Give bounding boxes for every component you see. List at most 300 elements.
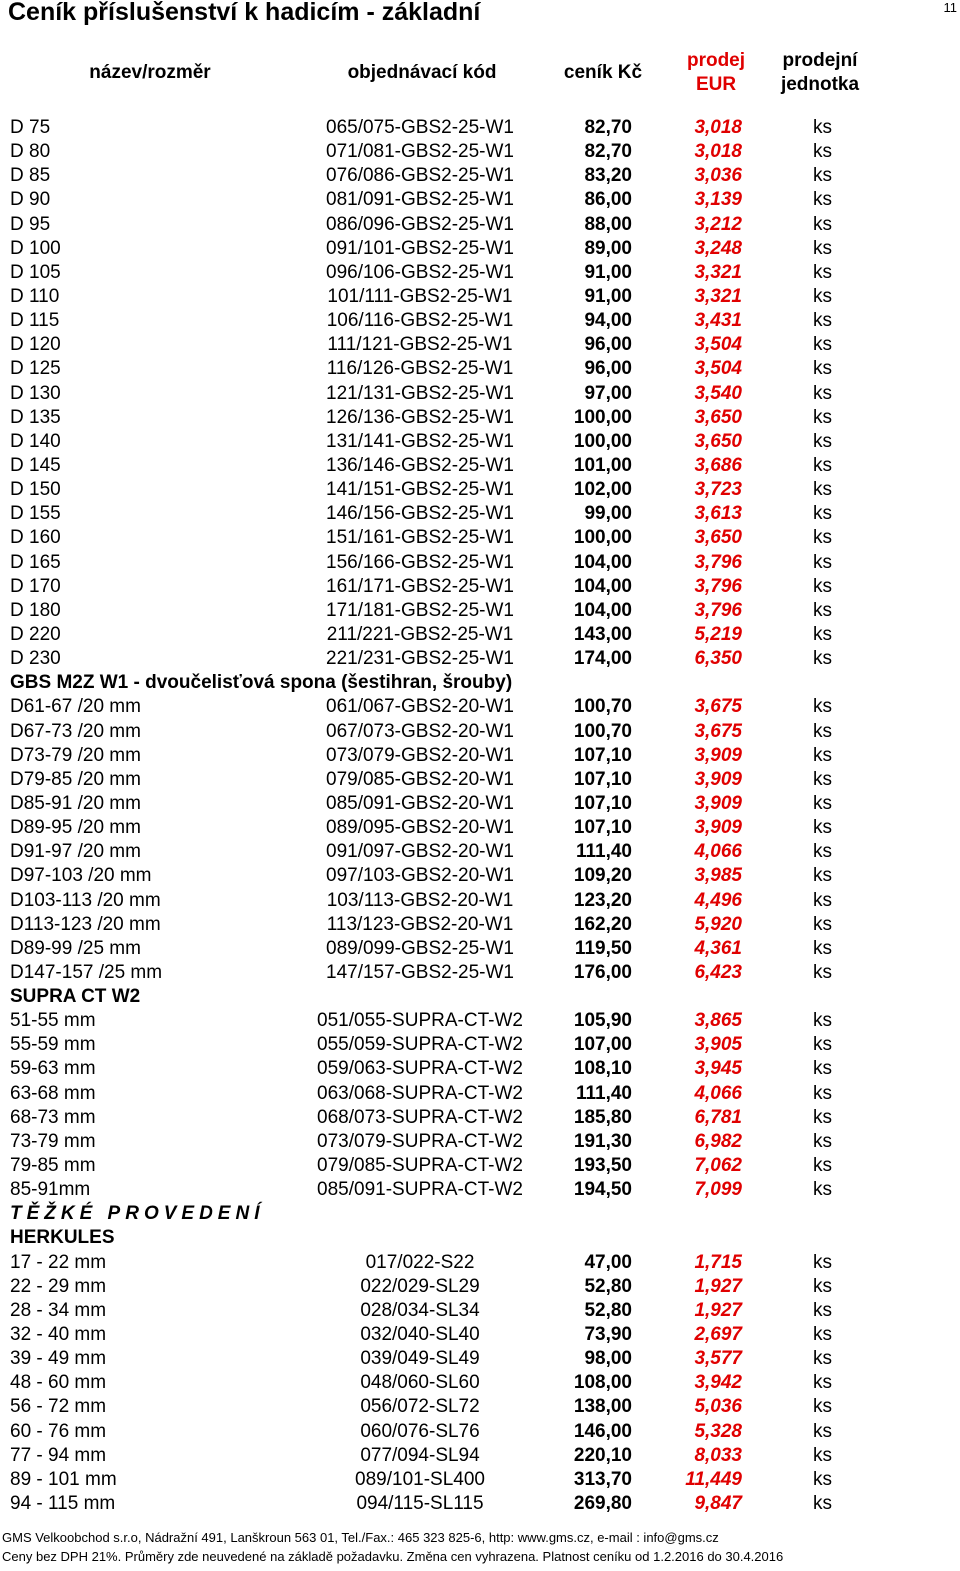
table-row [0,261,960,285]
cell-price-czk: 98,00 [584,1348,632,1370]
section-title: GBS M2Z W1 - dvoučelisťová spona (šestihran, šrouby) [10,672,513,694]
cell-unit: ks [813,1058,832,1080]
column-header-unit [760,49,880,97]
cell-name: D 180 [10,599,61,621]
table-row [0,840,960,864]
cell-code-text: 060/076-SL76 [360,1420,480,1442]
cell-name: 60 - 76 mm [10,1420,107,1442]
table-row [0,1468,960,1492]
cell-price-eur: 3,909 [694,817,742,839]
cell-price-czk: 108,10 [573,1058,632,1080]
table-row [0,864,960,888]
cell-price-czk: 52,80 [584,1299,632,1321]
cell-price-czk: 107,10 [573,768,632,790]
cell-code-text: 065/075-GBS2-25-W1 [326,117,514,138]
cell-price-eur: 3,905 [694,1034,742,1056]
cell-price-czk: 100,70 [573,696,632,718]
table-row [0,1106,960,1130]
table-row [0,213,960,237]
cell-unit: ks [813,913,832,935]
table-row [0,1420,960,1444]
cell-unit: ks [813,1155,832,1177]
table-row [0,1347,960,1371]
cell-code-text: 106/116-GBS2-25-W1 [326,310,514,332]
section-heading-row [0,671,960,695]
cell-price-eur: 3,723 [694,479,742,501]
cell-code-text: 032/040-SL40 [360,1324,480,1346]
cell-name: D 110 [10,285,60,307]
cell-price-czk: 193,50 [573,1155,632,1177]
cell-unit: ks [813,1396,832,1418]
cell-price-eur: 3,650 [694,527,742,549]
cell-price-czk: 91,00 [584,261,632,283]
column-header-unit-line2: jednotka [780,74,860,95]
table-row [0,237,960,261]
page-title: Ceník příslušenství k hadicím - základní [8,0,481,26]
cell-name: D 125 [10,358,61,380]
cell-price-eur: 5,036 [694,1396,742,1418]
section-title: SUPRA CT W2 [10,986,141,1008]
section-title: HERKULES [10,1227,115,1249]
cell-price-czk: 96,00 [584,358,632,380]
cell-unit: ks [813,1299,832,1321]
cell-price-czk: 191,30 [573,1130,632,1152]
cell-unit: ks [813,430,832,452]
table-row [0,1057,960,1081]
cell-code-text: 141/151-GBS2-25-W1 [326,479,514,501]
cell-price-eur: 3,865 [694,1010,742,1032]
cell-code-text: 068/073-SUPRA-CT-W2 [317,1106,523,1128]
cell-unit: ks [813,1251,832,1273]
cell-name: D 120 [10,334,61,356]
cell-code-text: 048/060-SL60 [360,1372,480,1394]
table-row [0,623,960,647]
cell-unit: ks [813,382,832,404]
cell-unit: ks [813,961,832,983]
cell-name: D 230 [10,648,61,670]
cell-price-czk: 105,90 [573,1010,632,1032]
column-header-price-eur-line1: prodej [686,50,746,71]
cell-name: D73-79 /20 mm [10,744,141,766]
table-row [0,768,960,792]
cell-name: D 85 [10,165,51,187]
cell-price-eur: 6,350 [694,648,742,670]
cell-price-czk: 194,50 [573,1179,632,1201]
cell-price-eur: 4,066 [694,841,742,863]
cell-price-czk: 123,20 [573,889,632,911]
cell-name: D 80 [10,141,51,163]
cell-name: D 75 [10,117,51,138]
cell-unit: ks [813,1372,832,1394]
cell-code-text: 136/146-GBS2-25-W1 [326,454,514,476]
cell-unit: ks [813,720,832,742]
cell-price-eur: 3,321 [694,261,742,283]
table-row [0,647,960,671]
cell-price-eur: 3,942 [694,1372,742,1394]
cell-code-text: 211/221-GBS2-25-W1 [326,623,514,645]
cell-name: 77 - 94 mm [10,1444,107,1466]
cell-price-czk: 143,00 [573,623,632,645]
table-row [0,140,960,164]
table-row [0,285,960,309]
cell-name: D 150 [10,479,61,501]
cell-unit: ks [813,454,832,476]
cell-price-czk: 104,00 [573,599,632,621]
cell-price-czk: 104,00 [573,575,632,597]
cell-price-czk: 89,00 [584,237,632,259]
cell-price-eur: 3,139 [694,189,742,211]
cell-price-eur: 4,496 [694,889,742,911]
cell-unit: ks [813,1324,832,1346]
table-row [0,1492,960,1516]
cell-price-czk: 176,00 [573,961,632,983]
cell-price-eur: 6,423 [694,961,742,983]
cell-code-text: 089/099-GBS2-25-W1 [326,937,514,959]
cell-name: D61-67 /20 mm [10,696,141,718]
cell-unit: ks [813,648,832,670]
cell-price-eur: 1,927 [694,1299,742,1321]
cell-name: 63-68 mm [10,1082,96,1104]
cell-price-czk: 96,00 [584,334,632,356]
table-row [0,164,960,188]
cell-code-text: 131/141-GBS2-25-W1 [326,430,514,452]
cell-code-text: 061/067-GBS2-20-W1 [326,696,514,718]
cell-price-czk: 108,00 [573,1372,632,1394]
column-header-price-czk: ceník Kč [563,62,643,83]
cell-name: D 105 [10,261,61,283]
cell-unit: ks [813,1106,832,1128]
cell-name: 68-73 mm [10,1106,96,1128]
cell-price-czk: 101,00 [573,454,632,476]
cell-code-text: 103/113-GBS2-20-W1 [326,889,514,911]
table-row [0,1251,960,1275]
table-row [0,1444,960,1468]
cell-price-eur: 11,449 [685,1468,742,1490]
table-row [0,357,960,381]
cell-code-text: 076/086-GBS2-25-W1 [326,165,514,187]
table-row [0,792,960,816]
cell-unit: ks [813,310,832,332]
cell-price-czk: 174,00 [573,648,632,670]
cell-name: D89-95 /20 mm [10,817,141,839]
cell-unit: ks [813,1275,832,1297]
cell-name: D 115 [10,310,60,332]
table-row [0,1130,960,1154]
cell-code-text: 067/073-GBS2-20-W1 [326,720,514,742]
cell-price-czk: 97,00 [584,382,632,404]
cell-code-text: 126/136-GBS2-25-W1 [326,406,514,428]
cell-name: 56 - 72 mm [10,1396,107,1418]
cell-price-czk: 100,00 [573,406,632,428]
cell-unit: ks [813,1420,832,1442]
cell-code-text: 017/022-S22 [365,1251,475,1273]
cell-name: 39 - 49 mm [10,1348,107,1370]
cell-unit: ks [813,527,832,549]
cell-unit: ks [813,261,832,283]
cell-code-text: 077/094-SL94 [360,1444,480,1466]
cell-price-eur: 3,796 [694,551,742,573]
cell-price-eur: 3,577 [694,1348,742,1370]
cell-unit: ks [813,189,832,211]
cell-code-text: 116/126-GBS2-25-W1 [326,358,514,380]
cell-name: D 90 [10,189,51,211]
cell-price-eur: 3,945 [694,1058,742,1080]
section-heading-row [0,1226,960,1250]
table-row [0,1178,960,1202]
cell-unit: ks [813,744,832,766]
table-row [0,382,960,406]
section-heading-row [0,1202,960,1226]
cell-code-text: 221/231-GBS2-25-W1 [326,648,514,670]
cell-price-czk: 185,80 [573,1106,632,1128]
cell-code-text: 101/111-GBS2-25-W1 [327,285,513,307]
table-row [0,309,960,333]
cell-price-czk: 107,00 [573,1034,632,1056]
cell-unit: ks [813,889,832,911]
cell-name: D 170 [10,575,61,597]
cell-price-eur: 3,909 [694,744,742,766]
table-row [0,1033,960,1057]
cell-code-text: 063/068-SUPRA-CT-W2 [317,1082,523,1104]
cell-price-eur: 3,686 [694,454,742,476]
section-heading-row [0,985,960,1009]
cell-unit: ks [813,334,832,356]
cell-name: D79-85 /20 mm [10,768,141,790]
cell-name: D103-113 /20 mm [10,889,161,911]
cell-name: D91-97 /20 mm [10,841,141,863]
table-row [0,889,960,913]
cell-price-eur: 3,036 [694,165,742,187]
table-row [0,188,960,212]
cell-name: 17 - 22 mm [10,1251,107,1273]
cell-price-czk: 146,00 [573,1420,632,1442]
cell-price-czk: 86,00 [584,189,632,211]
table-row [0,1371,960,1395]
cell-code-text: 055/059-SUPRA-CT-W2 [317,1034,523,1056]
cell-name: D 130 [10,382,61,404]
cell-price-czk: 119,50 [574,937,632,959]
cell-name: D113-123 /20 mm [10,913,161,935]
cell-code-text: 091/101-GBS2-25-W1 [326,237,514,259]
cell-name: 59-63 mm [10,1058,96,1080]
cell-price-eur: 7,099 [694,1179,742,1201]
cell-name: D 165 [10,551,61,573]
cell-price-eur: 3,650 [694,406,742,428]
cell-code-text: 171/181-GBS2-25-W1 [326,599,514,621]
cell-price-eur: 3,540 [694,382,742,404]
cell-unit: ks [813,406,832,428]
cell-unit: ks [813,479,832,501]
cell-price-eur: 7,062 [694,1155,742,1177]
cell-price-czk: 100,00 [573,430,632,452]
cell-code-text: 146/156-GBS2-25-W1 [326,503,514,525]
cell-price-czk: 100,00 [573,527,632,549]
cell-price-eur: 3,018 [694,117,742,138]
cell-code-text: 086/096-GBS2-25-W1 [326,213,514,235]
cell-price-eur: 3,431 [694,310,742,332]
cell-price-eur: 3,909 [694,792,742,814]
cell-unit: ks [813,358,832,380]
cell-unit: ks [813,141,832,163]
cell-name: 85-91mm [10,1179,91,1201]
cell-code-text: 151/161-GBS2-25-W1 [326,527,514,549]
cell-price-czk: 88,00 [584,213,632,235]
table-row [0,1323,960,1347]
cell-name: D89-99 /25 mm [10,937,141,959]
cell-price-eur: 3,675 [694,720,742,742]
cell-unit: ks [813,768,832,790]
cell-name: 22 - 29 mm [10,1275,107,1297]
cell-name: D 220 [10,623,61,645]
cell-code-text: 091/097-GBS2-20-W1 [326,841,514,863]
table-row [0,1299,960,1323]
cell-price-czk: 111,40 [575,1082,632,1104]
cell-code-text: 028/034-SL34 [360,1299,480,1321]
table-row [0,478,960,502]
cell-price-eur: 3,650 [694,430,742,452]
table-row [0,333,960,357]
cell-unit: ks [813,599,832,621]
cell-price-eur: 3,504 [694,358,742,380]
column-header-code: objednávací kód [347,62,497,83]
table-row [0,551,960,575]
cell-unit: ks [813,937,832,959]
cell-price-czk: 313,70 [573,1468,632,1490]
table-row [0,430,960,454]
column-header-price-eur [666,49,766,97]
cell-unit: ks [813,1348,832,1370]
cell-price-czk: 83,20 [584,165,632,187]
cell-price-eur: 3,796 [694,575,742,597]
price-table [0,116,960,1516]
cell-unit: ks [813,623,832,645]
cell-name: 79-85 mm [10,1155,96,1177]
table-row [0,913,960,937]
cell-code-text: 081/091-GBS2-25-W1 [326,189,514,211]
cell-code-text: 161/171-GBS2-25-W1 [326,575,514,597]
page-number: 11 [943,0,957,15]
cell-code-text: 059/063-SUPRA-CT-W2 [317,1058,523,1080]
cell-unit: ks [813,792,832,814]
cell-unit: ks [813,1179,832,1201]
cell-price-eur: 9,847 [694,1493,742,1515]
table-row [0,1154,960,1178]
cell-code-text: 073/079-SUPRA-CT-W2 [317,1130,523,1152]
cell-price-czk: 220,10 [573,1444,632,1466]
cell-price-eur: 3,248 [694,237,742,259]
cell-price-czk: 107,10 [573,817,632,839]
cell-price-czk: 99,00 [584,503,632,525]
table-row [0,744,960,768]
cell-name: D97-103 /20 mm [10,865,152,887]
cell-price-eur: 3,504 [694,334,742,356]
cell-code-text: 039/049-SL49 [360,1348,480,1370]
cell-code-text: 051/055-SUPRA-CT-W2 [317,1010,523,1032]
cell-price-czk: 111,40 [575,841,632,863]
cell-price-eur: 2,697 [694,1324,742,1346]
cell-unit: ks [813,213,832,235]
cell-name: 89 - 101 mm [10,1468,117,1490]
cell-name: D 100 [10,237,61,259]
cell-price-eur: 3,212 [694,213,742,235]
cell-price-czk: 73,90 [584,1324,632,1346]
cell-code-text: 073/079-GBS2-20-W1 [326,744,514,766]
cell-unit: ks [813,1493,832,1515]
cell-name: 55-59 mm [10,1034,96,1056]
cell-code-text: 147/157-GBS2-25-W1 [326,961,514,983]
footer-contact: GMS Velkoobchod s.r.o, Nádražní 491, Lanškroun 563 01, Tel./Fax.: 465 323 825-6, http: www.gms.cz, e-mail : info@gms.cz [2,1530,719,1545]
cell-code-text: 089/101-SL400 [355,1468,485,1490]
cell-code-text: 121/131-GBS2-25-W1 [326,382,514,404]
cell-price-eur: 8,033 [694,1444,742,1466]
table-row [0,454,960,478]
table-row [0,406,960,430]
cell-unit: ks [813,1010,832,1032]
table-row [0,1275,960,1299]
cell-unit: ks [813,865,832,887]
cell-price-czk: 82,70 [584,141,632,163]
cell-price-czk: 100,70 [573,720,632,742]
cell-price-eur: 4,361 [694,937,742,959]
cell-price-czk: 94,00 [584,310,632,332]
cell-price-czk: 138,00 [573,1396,632,1418]
cell-unit: ks [813,1130,832,1152]
cell-name: 32 - 40 mm [10,1324,107,1346]
table-row [0,695,960,719]
cell-code-text: 097/103-GBS2-20-W1 [326,865,514,887]
cell-code-text: 111/121-GBS2-25-W1 [327,334,513,356]
cell-name: D 155 [10,503,61,525]
cell-name: D 135 [10,406,61,428]
cell-code-text: 096/106-GBS2-25-W1 [326,261,514,283]
cell-name: 28 - 34 mm [10,1299,107,1321]
cell-price-czk: 47,00 [584,1251,632,1273]
cell-name: D 140 [10,430,61,452]
cell-code-text: 022/029-SL29 [360,1275,480,1297]
column-header-unit-line1: prodejní [782,50,858,71]
cell-price-eur: 6,781 [694,1106,742,1128]
cell-code-text: 085/091-GBS2-20-W1 [326,792,514,814]
cell-name: 48 - 60 mm [10,1372,107,1394]
cell-price-czk: 269,80 [573,1493,632,1515]
cell-unit: ks [813,237,832,259]
table-row [0,816,960,840]
column-header-price-eur-line2: EUR [695,74,737,95]
cell-code-text: 156/166-GBS2-25-W1 [326,551,514,573]
cell-code-text: 079/085-GBS2-20-W1 [326,768,514,790]
cell-unit: ks [813,117,832,138]
table-row [0,1395,960,1419]
cell-unit: ks [813,841,832,863]
cell-price-czk: 107,10 [573,744,632,766]
cell-unit: ks [813,285,832,307]
footer-note: Ceny bez DPH 21%. Průměry zde neuvedené na základě požadavku. Změna cen vyhrazena. Platnost ceníku od 1.2.2016 do 30.4.2016 [2,1549,784,1564]
cell-price-czk: 82,70 [584,117,632,138]
cell-name: D85-91 /20 mm [10,792,141,814]
cell-price-eur: 5,328 [694,1420,742,1442]
table-row [0,720,960,744]
cell-price-eur: 3,613 [694,503,742,525]
cell-price-eur: 1,715 [694,1251,742,1273]
cell-code-text: 094/115-SL115 [356,1493,484,1515]
cell-unit: ks [813,696,832,718]
cell-unit: ks [813,575,832,597]
table-row [0,1009,960,1033]
cell-code-text: 113/123-GBS2-20-W1 [326,913,514,935]
cell-code-text: 071/081-GBS2-25-W1 [326,141,514,163]
cell-code-text: 079/085-SUPRA-CT-W2 [317,1155,523,1177]
cell-price-eur: 5,920 [694,913,742,935]
